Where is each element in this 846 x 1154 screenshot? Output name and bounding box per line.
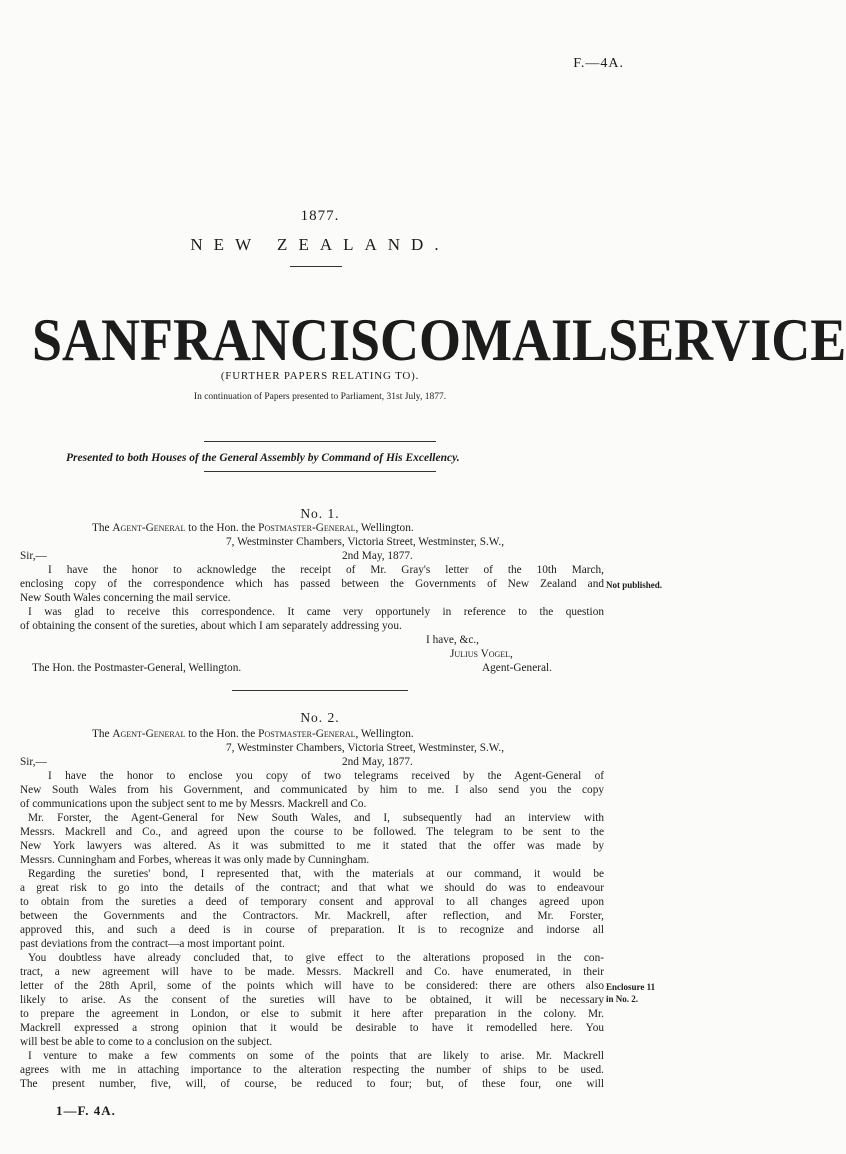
body-line: of obtaining the consent of the sureties, about which I am separately addressing you. (20, 620, 402, 632)
body-line: likely to arise. As the consent of the sureties will have to be obtained, it will be necessary (20, 994, 604, 1006)
body-line: You doubtless have already concluded that, to give effect to the alterations proposed in the con- (28, 952, 604, 964)
body-line: of communications upon the subject sent to me by Messrs. Mackrell and Co. (20, 798, 367, 810)
body-line: agrees with me in attaching importance to the alteration respecting the number of ships to be used. (20, 1064, 604, 1076)
body-line: New York lawyers was altered. As it was submitted to me it stated that the offer was made by (20, 840, 604, 852)
divider (204, 471, 436, 472)
page-reference: 1—F. 4A. (56, 1103, 116, 1118)
body-line: between the Governments and the Contractors. Mr. Mackrell, after reflection, and Mr. Forster, (20, 910, 604, 922)
letter-date: 2nd May, 1877. (342, 756, 413, 768)
body-line: past deviations from the contract—a most important point. (20, 938, 285, 950)
salutation: Sir,— (20, 550, 47, 562)
divider (204, 441, 436, 442)
presentation-note: Presented to both Houses of the General Assembly by Command of His Excellency. (66, 452, 460, 464)
body-line: to obtain from the sureties a deed of temporary consent and approval to all changes agreed upon (20, 896, 604, 908)
body-line: Messrs. Mackrell and Co., and agreed upon the course to be followed. The telegram to be sent to the (20, 826, 604, 838)
margin-note: Not published. (606, 580, 663, 590)
document-number: No. 1. (300, 506, 340, 521)
body-line: tract, a new agreement will have to be made. Messrs. Mackrell and Co. have enumerated, in their (20, 966, 604, 978)
margin-note: in No. 2. (606, 994, 639, 1004)
body-line: enclosing copy of the correspondence which has passed between the Governments of New Zealand and (20, 578, 604, 590)
body-line: Regarding the sureties' bond, I represented that, with the materials at our command, it would be (28, 868, 604, 880)
continuation-note: In continuation of Papers presented to Parliament, 31st July, 1877. (193, 392, 447, 402)
divider (232, 690, 408, 691)
title-word: FRANCISCO (140, 306, 462, 374)
addressee: The Hon. the Postmaster-General, Wellington. (32, 662, 242, 674)
title-word: MAIL (461, 306, 609, 374)
body-line: to prepare the agreement in London, or else to submit it here after preparation in the colony. Mr. (20, 1008, 604, 1020)
title-word: SERVICE (608, 306, 846, 374)
body-line: I have the honor to acknowledge the receipt of Mr. Gray's letter of the 10th March, (48, 564, 604, 576)
document-number: No. 2. (300, 710, 340, 725)
address: 7, Westminster Chambers, Victoria Street, Westminster, S.W., (226, 742, 505, 754)
body-line: The present number, five, will, of course, be reduced to four; but, of these four, one will (20, 1078, 604, 1090)
document-reference: F.—4A. (573, 56, 624, 71)
margin-note: Enclosure 11 (606, 982, 656, 992)
body-line: I venture to make a few comments on some of the points that are likely to arise. Mr. Mackrell (28, 1050, 604, 1062)
body-line: approved this, and such a deed is in course of preparation. It is to recognize and indorse all (20, 924, 604, 936)
body-line: New South Wales from his Government, and communicated by him to me. I also send you the copy (20, 784, 604, 796)
salutation: Sir,— (20, 756, 47, 768)
body-line: I have the honor to enclose you copy of two telegrams received by the Agent-General of (48, 770, 604, 782)
year: 1877. (300, 208, 340, 224)
body-line: Messrs. Cunningham and Forbes, whereas it was only made by Cunningham. (20, 854, 370, 866)
document-heading: The Agent-General to the Hon. the Postmaster-General, Wellington. (92, 728, 414, 740)
country-heading: NEW ZEALAND. (190, 235, 450, 254)
letter-date: 2nd May, 1877. (342, 550, 413, 562)
body-line: will best be able to come to a conclusion on the subject. (20, 1036, 273, 1048)
title-word: SAN (32, 306, 141, 374)
address: 7, Westminster Chambers, Victoria Street, Westminster, S.W., (226, 536, 505, 548)
signature: Julius Vogel, (450, 648, 513, 660)
document-heading: The Agent-General to the Hon. the Postmaster-General, Wellington. (92, 522, 414, 534)
body-line: I was glad to receive this correspondence. It came very opportunely in reference to the question (28, 606, 604, 618)
body-line: a great risk to go into the details of the contract; and that what we should do was to endeavour (20, 882, 604, 894)
body-line: Mr. Forster, the Agent-General for New South Wales, and I, subsequently had an interview with (28, 812, 604, 824)
closing: I have, &c., (426, 634, 480, 646)
document-title (32, 305, 846, 374)
signature-title: Agent-General. (482, 662, 552, 674)
subtitle: (FURTHER PAPERS RELATING TO). (220, 370, 420, 382)
body-line: letter of the 28th April, some of the points which will have to be considered: there are others also (20, 980, 604, 992)
body-line: Mackrell expressed a strong opinion that it would be desirable to have it remodelled here. You (20, 1022, 604, 1034)
body-line: New South Wales concerning the mail service. (20, 592, 231, 604)
divider (290, 266, 342, 267)
